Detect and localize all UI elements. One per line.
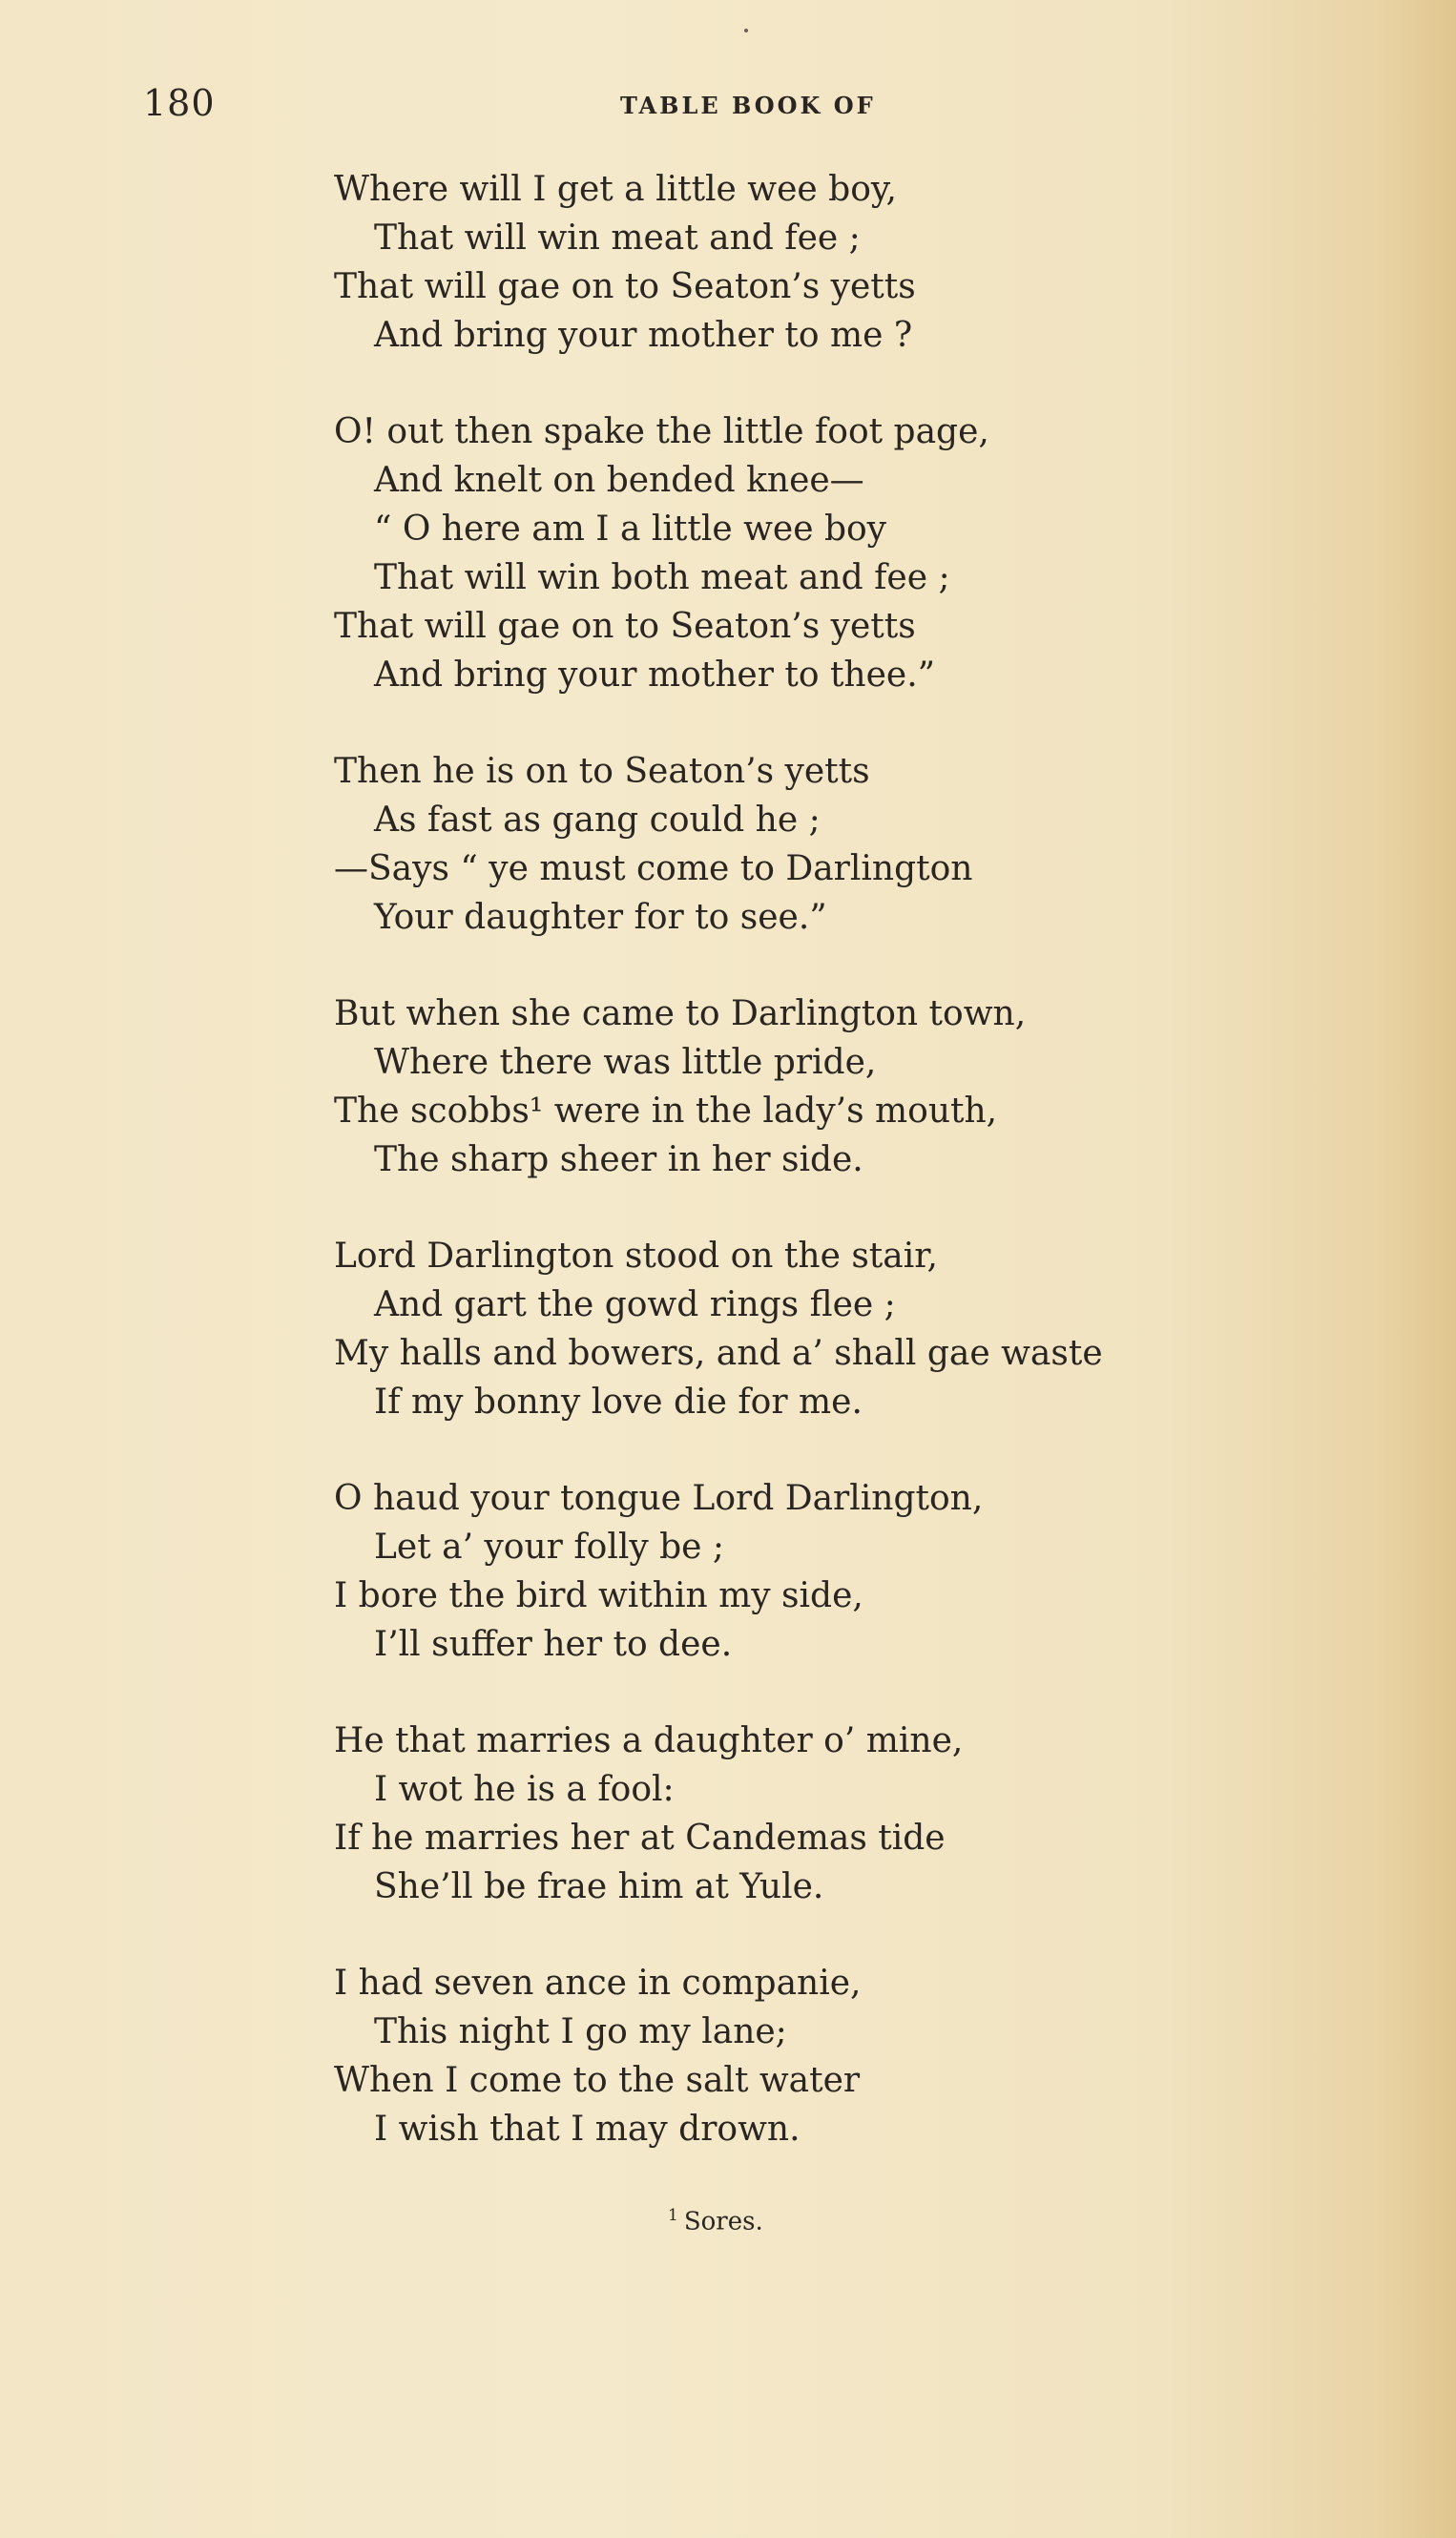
poem-line: That will gae on to Seaton’s yetts [334,607,916,646]
poem-line: I wish that I may drown. [374,2110,801,2149]
stanza [334,989,1193,1184]
poem-line: O! out then spake the little foot page, [334,412,989,451]
poem-line: When I come to the salt water [334,2061,861,2100]
poem-line: That will win meat and fee ; [374,218,861,258]
poem-line: Let a’ your folly be ; [374,1528,725,1567]
poem-line: “ O here am I a little wee boy [374,510,887,549]
stanza [334,1716,1193,1911]
poem-line: And bring your mother to thee.” [374,655,936,695]
poem-line: This night I go my lane; [374,2012,787,2051]
paper-speck [744,29,748,32]
stanza [334,747,1193,942]
stanza [334,165,1193,360]
footnote-marker: 1 [668,2206,678,2225]
poem-line: And knelt on bended knee— [374,461,864,500]
poem-line: The scobbs¹ were in the lady’s mouth, [334,1092,998,1131]
running-head: TABLE BOOK OF [620,92,876,119]
poem-line: I wot he is a fool: [374,1770,675,1809]
poem-line: As fast as gang could he ; [374,801,821,840]
poem-line: That will win both meat and fee ; [374,558,950,597]
stanza [334,1474,1193,1669]
poem-line: The sharp sheer in her side. [374,1140,863,1179]
poem-line: Where there was little pride, [374,1043,877,1082]
poem-body [334,165,1193,2201]
poem-line: I bore the bird within my side, [334,1576,863,1615]
poem-line: That will gae on to Seaton’s yetts [334,267,916,306]
poem-line: And bring your mother to me ? [374,316,913,355]
poem-line: Where will I get a little wee boy, [334,170,897,209]
poem-line: O haud your tongue Lord Darlington, [334,1479,984,1518]
poem-line: And gart the gowd rings flee ; [374,1285,896,1324]
page-number: 180 [143,82,216,124]
poem-line: She’ll be frae him at Yule. [374,1867,824,1906]
stanza [334,407,1193,699]
poem-line: If he marries her at Candemas tide [334,1819,946,1858]
stanza [334,1232,1193,1426]
poem-line: I’ll suffer her to dee. [374,1625,733,1664]
poem-line: If my bonny love die for me. [374,1383,863,1422]
stanza [334,1959,1193,2153]
poem-line: —Says “ ye must come to Darlington [334,849,973,888]
poem-line: He that marries a daughter o’ mine, [334,1721,964,1760]
poem-line: Lord Darlington stood on the stair, [334,1237,938,1276]
poem-line: Then he is on to Seaton’s yetts [334,752,870,791]
poem-line: But when she came to Darlington town, [334,994,1027,1033]
poem-line: Your daughter for to see.” [374,898,827,937]
footnote-text: Sores. [683,2207,763,2236]
page-header [143,82,1307,139]
poem-line: My halls and bowers, and a’ shall gae waste [334,1334,1103,1373]
footnote [668,2206,763,2236]
poem-line: I had seven ance in companie, [334,1964,862,2003]
